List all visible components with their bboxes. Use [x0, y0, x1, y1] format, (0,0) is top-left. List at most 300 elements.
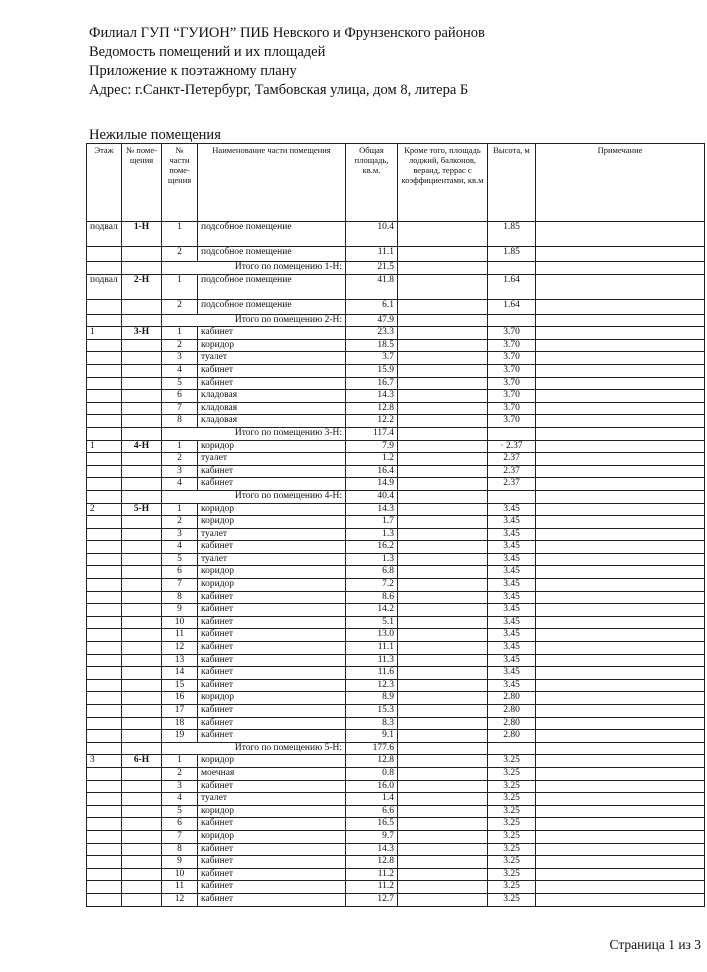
- total-row: [87, 262, 705, 275]
- cell-height: 3.45: [488, 528, 536, 541]
- cell-part: 15: [162, 679, 198, 692]
- cell-note: [536, 352, 705, 365]
- cell-floor: [87, 868, 122, 881]
- cell-extra: [398, 339, 488, 352]
- section-title: Нежилые помещения: [89, 127, 221, 143]
- cell-area: 16.0: [346, 780, 398, 793]
- cell-room: 1-Н: [122, 222, 162, 247]
- cell-extra: [398, 247, 488, 262]
- cell-part: 6: [162, 818, 198, 831]
- cell-height: [488, 427, 536, 440]
- cell-name: туалет: [198, 352, 346, 365]
- table-row: [87, 616, 705, 629]
- cell-area: 11.6: [346, 667, 398, 680]
- cell-extra: [398, 528, 488, 541]
- cell-height: [488, 742, 536, 755]
- table-row: [87, 717, 705, 730]
- col-floor: Этаж: [87, 144, 122, 222]
- table-row: [87, 604, 705, 617]
- cell-floor: [87, 314, 122, 327]
- cell-note: [536, 566, 705, 579]
- cell-name: коридор: [198, 503, 346, 516]
- table-row: [87, 402, 705, 415]
- table-row: [87, 478, 705, 491]
- cell-name: коридор: [198, 579, 346, 592]
- cell-note: [536, 415, 705, 428]
- total-area: 40.4: [346, 490, 398, 503]
- cell-extra: [398, 642, 488, 655]
- cell-extra: [398, 579, 488, 592]
- cell-height: [488, 490, 536, 503]
- cell-note: [536, 440, 705, 453]
- cell-extra: [398, 566, 488, 579]
- cell-floor: [87, 247, 122, 262]
- cell-height: 3.70: [488, 377, 536, 390]
- cell-height: 3.25: [488, 843, 536, 856]
- cell-note: [536, 642, 705, 655]
- table-row: [87, 247, 705, 262]
- cell-name: кабинет: [198, 654, 346, 667]
- cell-floor: [87, 654, 122, 667]
- cell-part: 2: [162, 516, 198, 529]
- cell-name: кабинет: [198, 604, 346, 617]
- cell-room: [122, 579, 162, 592]
- cell-room: [122, 616, 162, 629]
- cell-name: кабинет: [198, 780, 346, 793]
- cell-height: 3.45: [488, 579, 536, 592]
- cell-area: 3.7: [346, 352, 398, 365]
- cell-name: кабинет: [198, 881, 346, 894]
- cell-name: кабинет: [198, 616, 346, 629]
- cell-note: [536, 767, 705, 780]
- cell-room: [122, 364, 162, 377]
- cell-room: [122, 767, 162, 780]
- table-row: [87, 339, 705, 352]
- table-row: [87, 780, 705, 793]
- cell-floor: [87, 579, 122, 592]
- cell-note: [536, 868, 705, 881]
- cell-room: [122, 402, 162, 415]
- cell-note: [536, 314, 705, 327]
- cell-floor: [87, 415, 122, 428]
- cell-note: [536, 742, 705, 755]
- cell-name: кабинет: [198, 642, 346, 655]
- cell-room: [122, 881, 162, 894]
- table-row: [87, 868, 705, 881]
- cell-extra: [398, 755, 488, 768]
- cell-extra: [398, 377, 488, 390]
- cell-height: 3.70: [488, 339, 536, 352]
- cell-part: 2: [162, 767, 198, 780]
- cell-room: [122, 780, 162, 793]
- cell-extra: [398, 440, 488, 453]
- cell-name: кабинет: [198, 364, 346, 377]
- cell-extra: [398, 299, 488, 314]
- total-area: 21.5: [346, 262, 398, 275]
- cell-name: кабинет: [198, 717, 346, 730]
- cell-height: 3.25: [488, 856, 536, 869]
- cell-floor: [87, 793, 122, 806]
- cell-note: [536, 247, 705, 262]
- cell-area: 8.9: [346, 692, 398, 705]
- cell-floor: [87, 364, 122, 377]
- table-row: [87, 856, 705, 869]
- table-row: [87, 629, 705, 642]
- table-row: [87, 881, 705, 894]
- cell-room: [122, 805, 162, 818]
- cell-height: 3.70: [488, 352, 536, 365]
- cell-extra: [398, 843, 488, 856]
- table-row: [87, 453, 705, 466]
- cell-part: 7: [162, 579, 198, 592]
- cell-name: подсобное помещение: [198, 247, 346, 262]
- cell-floor: [87, 742, 122, 755]
- cell-floor: [87, 427, 122, 440]
- cell-height: [488, 314, 536, 327]
- cell-room: [122, 843, 162, 856]
- cell-height: 3.70: [488, 415, 536, 428]
- cell-area: 16.5: [346, 818, 398, 831]
- cell-part: 13: [162, 654, 198, 667]
- cell-area: 16.7: [346, 377, 398, 390]
- cell-area: 12.7: [346, 893, 398, 906]
- cell-room: [122, 818, 162, 831]
- cell-note: [536, 339, 705, 352]
- cell-room: [122, 566, 162, 579]
- cell-part: 11: [162, 629, 198, 642]
- cell-area: 18.5: [346, 339, 398, 352]
- total-row: [87, 742, 705, 755]
- cell-room: [122, 415, 162, 428]
- cell-height: 3.45: [488, 642, 536, 655]
- cell-area: 14.3: [346, 390, 398, 403]
- table-row: [87, 705, 705, 718]
- cell-room: [122, 830, 162, 843]
- cell-area: 7.9: [346, 440, 398, 453]
- cell-area: 13.0: [346, 629, 398, 642]
- cell-part: 4: [162, 364, 198, 377]
- cell-floor: [87, 262, 122, 275]
- cell-name: коридор: [198, 755, 346, 768]
- cell-name: кабинет: [198, 730, 346, 743]
- total-row: [87, 314, 705, 327]
- cell-height: 3.45: [488, 541, 536, 554]
- cell-room: [122, 893, 162, 906]
- cell-room: [122, 730, 162, 743]
- table-row: [87, 767, 705, 780]
- cell-part: 7: [162, 830, 198, 843]
- cell-floor: [87, 541, 122, 554]
- cell-part: 8: [162, 415, 198, 428]
- cell-height: 3.45: [488, 629, 536, 642]
- cell-area: 1.4: [346, 793, 398, 806]
- cell-height: 3.45: [488, 553, 536, 566]
- cell-area: 14.3: [346, 503, 398, 516]
- cell-extra: [398, 679, 488, 692]
- cell-note: [536, 453, 705, 466]
- col-note: Примечание: [536, 144, 705, 222]
- cell-room: 4-Н: [122, 440, 162, 453]
- table-row: [87, 440, 705, 453]
- total-label: Итого по помещению 2-Н:: [162, 314, 346, 327]
- cell-part: 5: [162, 805, 198, 818]
- cell-note: [536, 893, 705, 906]
- cell-name: кабинет: [198, 856, 346, 869]
- cell-room: [122, 692, 162, 705]
- table-row: [87, 274, 705, 299]
- table-row: [87, 642, 705, 655]
- col-area: Общая площадь, кв.м.: [346, 144, 398, 222]
- cell-floor: [87, 629, 122, 642]
- table-row: [87, 516, 705, 529]
- cell-part: 1: [162, 503, 198, 516]
- cell-height: 3.45: [488, 516, 536, 529]
- total-label: Итого по помещению 3-Н:: [162, 427, 346, 440]
- cell-name: кабинет: [198, 327, 346, 340]
- cell-room: [122, 299, 162, 314]
- cell-room: [122, 478, 162, 491]
- cell-note: [536, 299, 705, 314]
- cell-name: кабинет: [198, 893, 346, 906]
- cell-extra: [398, 478, 488, 491]
- cell-note: [536, 830, 705, 843]
- cell-part: 8: [162, 843, 198, 856]
- cell-name: кабинет: [198, 679, 346, 692]
- cell-part: 9: [162, 604, 198, 617]
- cell-area: 11.3: [346, 654, 398, 667]
- cell-note: [536, 364, 705, 377]
- col-room: № поме- щения: [122, 144, 162, 222]
- cell-part: 3: [162, 352, 198, 365]
- table-row: [87, 843, 705, 856]
- cell-room: [122, 742, 162, 755]
- table-row: [87, 566, 705, 579]
- table-row: [87, 730, 705, 743]
- cell-part: 2: [162, 299, 198, 314]
- cell-room: [122, 490, 162, 503]
- cell-room: [122, 541, 162, 554]
- cell-extra: [398, 730, 488, 743]
- col-height: Высота, м: [488, 144, 536, 222]
- cell-extra: [398, 717, 488, 730]
- table-row: [87, 893, 705, 906]
- cell-height: 3.70: [488, 327, 536, 340]
- cell-area: 1.7: [346, 516, 398, 529]
- cell-extra: [398, 654, 488, 667]
- cell-floor: [87, 767, 122, 780]
- cell-floor: [87, 478, 122, 491]
- cell-note: [536, 818, 705, 831]
- cell-room: [122, 717, 162, 730]
- cell-extra: [398, 780, 488, 793]
- header-subtitle: Приложение к поэтажному плану: [89, 63, 297, 79]
- cell-floor: [87, 856, 122, 869]
- cell-extra: [398, 453, 488, 466]
- cell-extra: [398, 830, 488, 843]
- cell-note: [536, 856, 705, 869]
- cell-area: 12.8: [346, 402, 398, 415]
- cell-room: [122, 642, 162, 655]
- cell-area: 12.8: [346, 856, 398, 869]
- cell-height: 3.70: [488, 364, 536, 377]
- cell-extra: [398, 705, 488, 718]
- cell-part: 5: [162, 377, 198, 390]
- table-body: [87, 222, 705, 907]
- cell-extra: [398, 352, 488, 365]
- cell-area: 14.9: [346, 478, 398, 491]
- cell-note: [536, 717, 705, 730]
- cell-floor: [87, 566, 122, 579]
- cell-name: кабинет: [198, 818, 346, 831]
- cell-height: 3.45: [488, 591, 536, 604]
- cell-floor: [87, 339, 122, 352]
- cell-part: 12: [162, 642, 198, 655]
- cell-note: [536, 528, 705, 541]
- cell-floor: [87, 299, 122, 314]
- cell-extra: [398, 516, 488, 529]
- cell-name: туалет: [198, 793, 346, 806]
- header-title: Ведомость помещений и их площадей: [89, 44, 326, 60]
- cell-height: 3.25: [488, 881, 536, 894]
- cell-area: 16.4: [346, 465, 398, 478]
- cell-part: 18: [162, 717, 198, 730]
- cell-extra: [398, 427, 488, 440]
- cell-name: коридор: [198, 339, 346, 352]
- cell-room: [122, 262, 162, 275]
- cell-part: 1: [162, 222, 198, 247]
- cell-area: 12.2: [346, 415, 398, 428]
- cell-name: коридор: [198, 692, 346, 705]
- cell-part: 7: [162, 402, 198, 415]
- cell-area: 15.9: [346, 364, 398, 377]
- cell-floor: подвал: [87, 274, 122, 299]
- cell-extra: [398, 692, 488, 705]
- cell-floor: 1: [87, 440, 122, 453]
- total-label: Итого по помещению 5-Н:: [162, 742, 346, 755]
- cell-floor: [87, 553, 122, 566]
- cell-extra: [398, 314, 488, 327]
- cell-area: 11.1: [346, 642, 398, 655]
- cell-height: 3.25: [488, 805, 536, 818]
- cell-room: [122, 352, 162, 365]
- cell-note: [536, 327, 705, 340]
- cell-floor: [87, 642, 122, 655]
- cell-floor: [87, 805, 122, 818]
- table-row: [87, 818, 705, 831]
- cell-extra: [398, 805, 488, 818]
- cell-name: подсобное помещение: [198, 222, 346, 247]
- cell-extra: [398, 856, 488, 869]
- cell-extra: [398, 364, 488, 377]
- cell-part: 2: [162, 339, 198, 352]
- cell-extra: [398, 222, 488, 247]
- total-label: Итого по помещению 4-Н:: [162, 490, 346, 503]
- cell-height: 2.80: [488, 705, 536, 718]
- cell-floor: [87, 780, 122, 793]
- cell-name: коридор: [198, 516, 346, 529]
- cell-note: [536, 274, 705, 299]
- cell-area: 10.4: [346, 222, 398, 247]
- cell-extra: [398, 402, 488, 415]
- cell-height: 3.45: [488, 679, 536, 692]
- cell-area: 6.8: [346, 566, 398, 579]
- cell-room: [122, 528, 162, 541]
- cell-part: 10: [162, 868, 198, 881]
- cell-area: 11.2: [346, 868, 398, 881]
- cell-part: 6: [162, 566, 198, 579]
- cell-area: 16.2: [346, 541, 398, 554]
- cell-note: [536, 402, 705, 415]
- cell-name: кабинет: [198, 591, 346, 604]
- cell-part: 8: [162, 591, 198, 604]
- cell-height: 3.25: [488, 830, 536, 843]
- cell-floor: 3: [87, 755, 122, 768]
- premises-table: [86, 143, 705, 907]
- cell-extra: [398, 327, 488, 340]
- cell-area: 14.2: [346, 604, 398, 617]
- table-row: [87, 465, 705, 478]
- cell-floor: [87, 591, 122, 604]
- cell-note: [536, 516, 705, 529]
- cell-room: [122, 654, 162, 667]
- cell-note: [536, 730, 705, 743]
- cell-room: [122, 667, 162, 680]
- table-row: [87, 390, 705, 403]
- cell-room: [122, 679, 162, 692]
- cell-floor: [87, 893, 122, 906]
- total-row: [87, 427, 705, 440]
- cell-floor: [87, 717, 122, 730]
- cell-area: 14.3: [346, 843, 398, 856]
- table-row: [87, 415, 705, 428]
- cell-floor: [87, 352, 122, 365]
- cell-height: 2.80: [488, 730, 536, 743]
- cell-extra: [398, 415, 488, 428]
- cell-extra: [398, 818, 488, 831]
- cell-note: [536, 503, 705, 516]
- cell-room: [122, 453, 162, 466]
- col-part: № части поме- щения: [162, 144, 198, 222]
- col-name: Наименование части помещения: [198, 144, 346, 222]
- cell-part: 16: [162, 692, 198, 705]
- total-area: 177.6: [346, 742, 398, 755]
- cell-extra: [398, 881, 488, 894]
- cell-height: 3.45: [488, 604, 536, 617]
- cell-note: [536, 222, 705, 247]
- cell-area: 5.1: [346, 616, 398, 629]
- cell-part: 3: [162, 528, 198, 541]
- cell-part: 1: [162, 755, 198, 768]
- cell-note: [536, 591, 705, 604]
- total-row: [87, 490, 705, 503]
- cell-note: [536, 579, 705, 592]
- table-row: [87, 222, 705, 247]
- cell-part: 1: [162, 274, 198, 299]
- cell-extra: [398, 553, 488, 566]
- cell-height: 3.25: [488, 893, 536, 906]
- cell-area: 8.6: [346, 591, 398, 604]
- cell-area: 11.1: [346, 247, 398, 262]
- cell-room: [122, 629, 162, 642]
- cell-part: 19: [162, 730, 198, 743]
- cell-room: [122, 339, 162, 352]
- table-row: [87, 299, 705, 314]
- cell-area: 6.1: [346, 299, 398, 314]
- cell-area: 9.7: [346, 830, 398, 843]
- cell-note: [536, 490, 705, 503]
- cell-height: 2.80: [488, 692, 536, 705]
- cell-note: [536, 793, 705, 806]
